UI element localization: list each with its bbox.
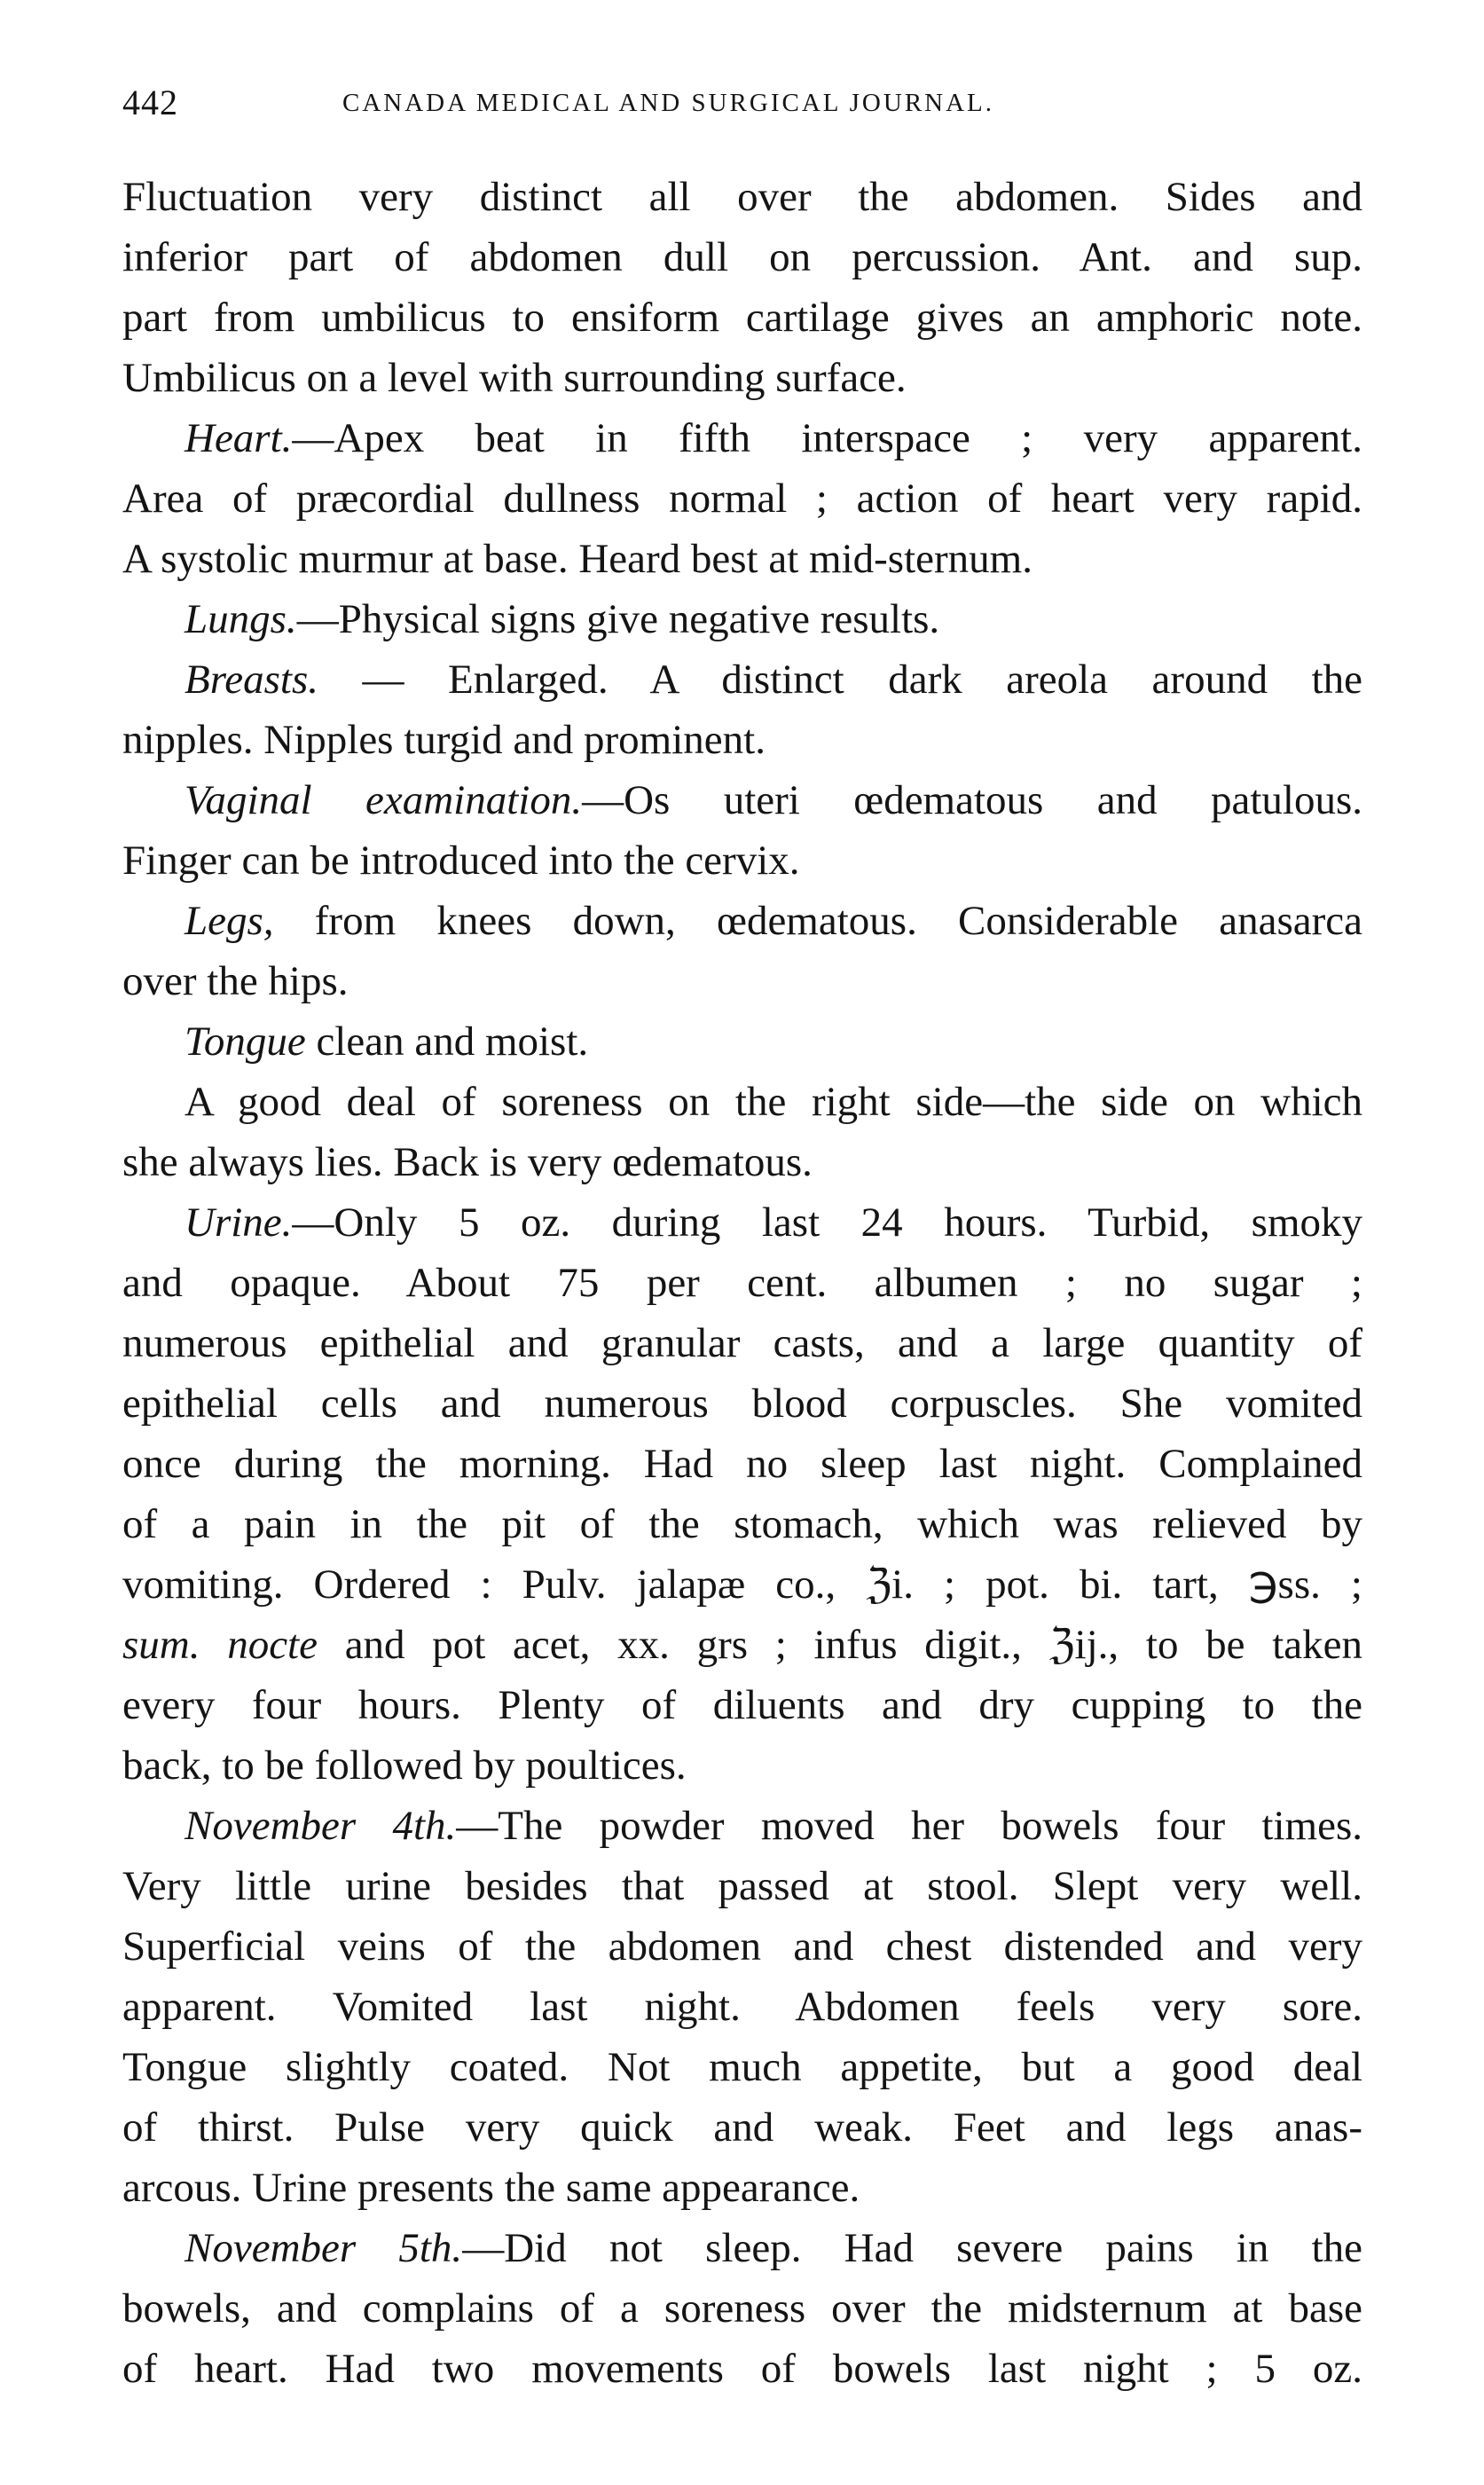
line-text: —Only 5 oz. during last 24 hours. Turbid, smoky (292, 1199, 1362, 1246)
line-text: — Enlarged. A distinct dark areola around the (318, 657, 1362, 703)
section-head-legs: Legs, (185, 898, 274, 944)
line-text: bowels, and complains of a soreness over the midsternum at base (122, 2285, 1362, 2332)
section-head-november-4th: November 4th. (185, 1803, 457, 1849)
section-head-breasts: Breasts. (185, 657, 319, 703)
line-text: of a pain in the pit of the stomach, which was relieved by (122, 1501, 1362, 1547)
text-line (122, 710, 1362, 770)
line-text: —Apex beat in fifth interspace ; very apparent. (292, 415, 1362, 461)
text-line (122, 227, 1362, 287)
text-line (122, 1373, 1362, 1434)
line-text: back, to be followed by poultices. (122, 1742, 687, 1789)
line-text: and pot acet, xx. grs ; infus digit., ℨij., to be taken (317, 1622, 1363, 1668)
text-line (122, 1856, 1362, 1916)
page-number: 442 (122, 83, 178, 122)
line-text: part from umbilicus to ensiform cartilage gives an amphoric note. (122, 295, 1362, 341)
text-line (122, 1253, 1362, 1313)
section-head-lungs: Lungs. (185, 596, 297, 642)
body-text (122, 167, 1362, 2399)
line-text: she always lies. Back is very œdematous. (122, 1139, 813, 1185)
line-text: and opaque. About 75 per cent. albumen ; no sugar ; (122, 1260, 1362, 1306)
text-line (122, 1675, 1362, 1735)
line-text: clean and moist. (305, 1018, 589, 1065)
text-line (122, 891, 1362, 951)
text-line (122, 2278, 1362, 2339)
text-line (122, 2037, 1362, 2097)
line-text: Umbilicus on a level with surrounding surface. (122, 355, 907, 401)
line-text: apparent. Vomited last night. Abdomen feels very sore. (122, 1984, 1362, 2030)
text-line (122, 287, 1362, 348)
line-text: —Did not sleep. Had severe pains in the (462, 2225, 1362, 2271)
section-head-heart: Heart. (185, 415, 293, 461)
text-line (122, 1072, 1362, 1132)
line-text: once during the morning. Had no sleep last night. Complained (122, 1441, 1362, 1487)
line-text: A systolic murmur at base. Heard best at mid-sternum. (122, 536, 1033, 582)
text-line (122, 2218, 1362, 2278)
line-text: —Os uteri œdematous and patulous. (582, 777, 1362, 823)
line-text: every four hours. Plenty of diluents and dry cupping to the (122, 1682, 1362, 1728)
text-line (122, 589, 1362, 649)
line-text: of thirst. Pulse very quick and weak. Feet and legs anas- (122, 2104, 1362, 2151)
line-text: A good deal of soreness on the right side—the side on which (185, 1079, 1362, 1125)
line-text: Superficial veins of the abdomen and chest distended and very (122, 1923, 1362, 1970)
line-text: —Physical signs give negative results. (296, 596, 940, 642)
line-text: vomiting. Ordered : Pulv. jalapæ co., ℨi. ; pot. bi. tart, ℈ss. ; (122, 1561, 1362, 1608)
text-line (122, 1132, 1362, 1192)
text-line (122, 1011, 1362, 1072)
section-head-tongue: Tongue (185, 1018, 306, 1065)
running-head: CANADA MEDICAL AND SURGICAL JOURNAL. (342, 89, 995, 117)
line-text: arcous. Urine presents the same appearance. (122, 2165, 860, 2211)
text-line (122, 348, 1362, 408)
page-header (122, 82, 1364, 135)
text-line (122, 1735, 1362, 1796)
text-line (122, 1554, 1362, 1615)
text-line (122, 1494, 1362, 1554)
text-line (122, 2339, 1362, 2399)
text-line (122, 1313, 1362, 1373)
text-line (122, 529, 1362, 589)
line-text: nipples. Nipples turgid and prominent. (122, 717, 766, 763)
line-text: over the hips. (122, 958, 349, 1004)
section-head-urine: Urine. (185, 1199, 293, 1246)
section-head-vaginal-examination: Vaginal examination. (185, 777, 583, 823)
prescription-sum-nocte: sum. nocte (122, 1622, 318, 1668)
line-text: of heart. Had two movements of bowels last night ; 5 oz. (122, 2346, 1362, 2392)
line-text: from knees down, œdematous. Considerable anasarca (273, 898, 1362, 944)
text-line (122, 408, 1362, 468)
line-text: inferior part of abdomen dull on percussion. Ant. and sup. (122, 234, 1362, 280)
text-line (122, 770, 1362, 830)
text-line (122, 830, 1362, 891)
text-line (122, 1796, 1362, 1856)
text-line (122, 167, 1362, 227)
text-line (122, 1615, 1362, 1675)
line-text: Area of præcordial dullness normal ; action of heart very rapid. (122, 476, 1362, 522)
line-text: Tongue slightly coated. Not much appetite, but a good deal (122, 2044, 1362, 2090)
text-line (122, 1977, 1362, 2037)
section-head-november-5th: November 5th. (185, 2225, 463, 2271)
line-text: —The powder moved her bowels four times. (456, 1803, 1362, 1849)
line-text: Finger can be introduced into the cervix. (122, 838, 800, 884)
text-line (122, 2097, 1362, 2158)
line-text: epithelial cells and numerous blood corpuscles. She vomited (122, 1380, 1362, 1427)
line-text: Very little urine besides that passed at stool. Slept very well. (122, 1863, 1362, 1909)
text-line (122, 468, 1362, 529)
text-line (122, 1192, 1362, 1253)
text-line (122, 1916, 1362, 1977)
line-text: Fluctuation very distinct all over the abdomen. Sides and (122, 174, 1362, 220)
text-line (122, 2158, 1362, 2218)
line-text: numerous epithelial and granular casts, and a large quantity of (122, 1320, 1362, 1366)
text-line (122, 1434, 1362, 1494)
text-line (122, 951, 1362, 1011)
text-line (122, 649, 1362, 710)
